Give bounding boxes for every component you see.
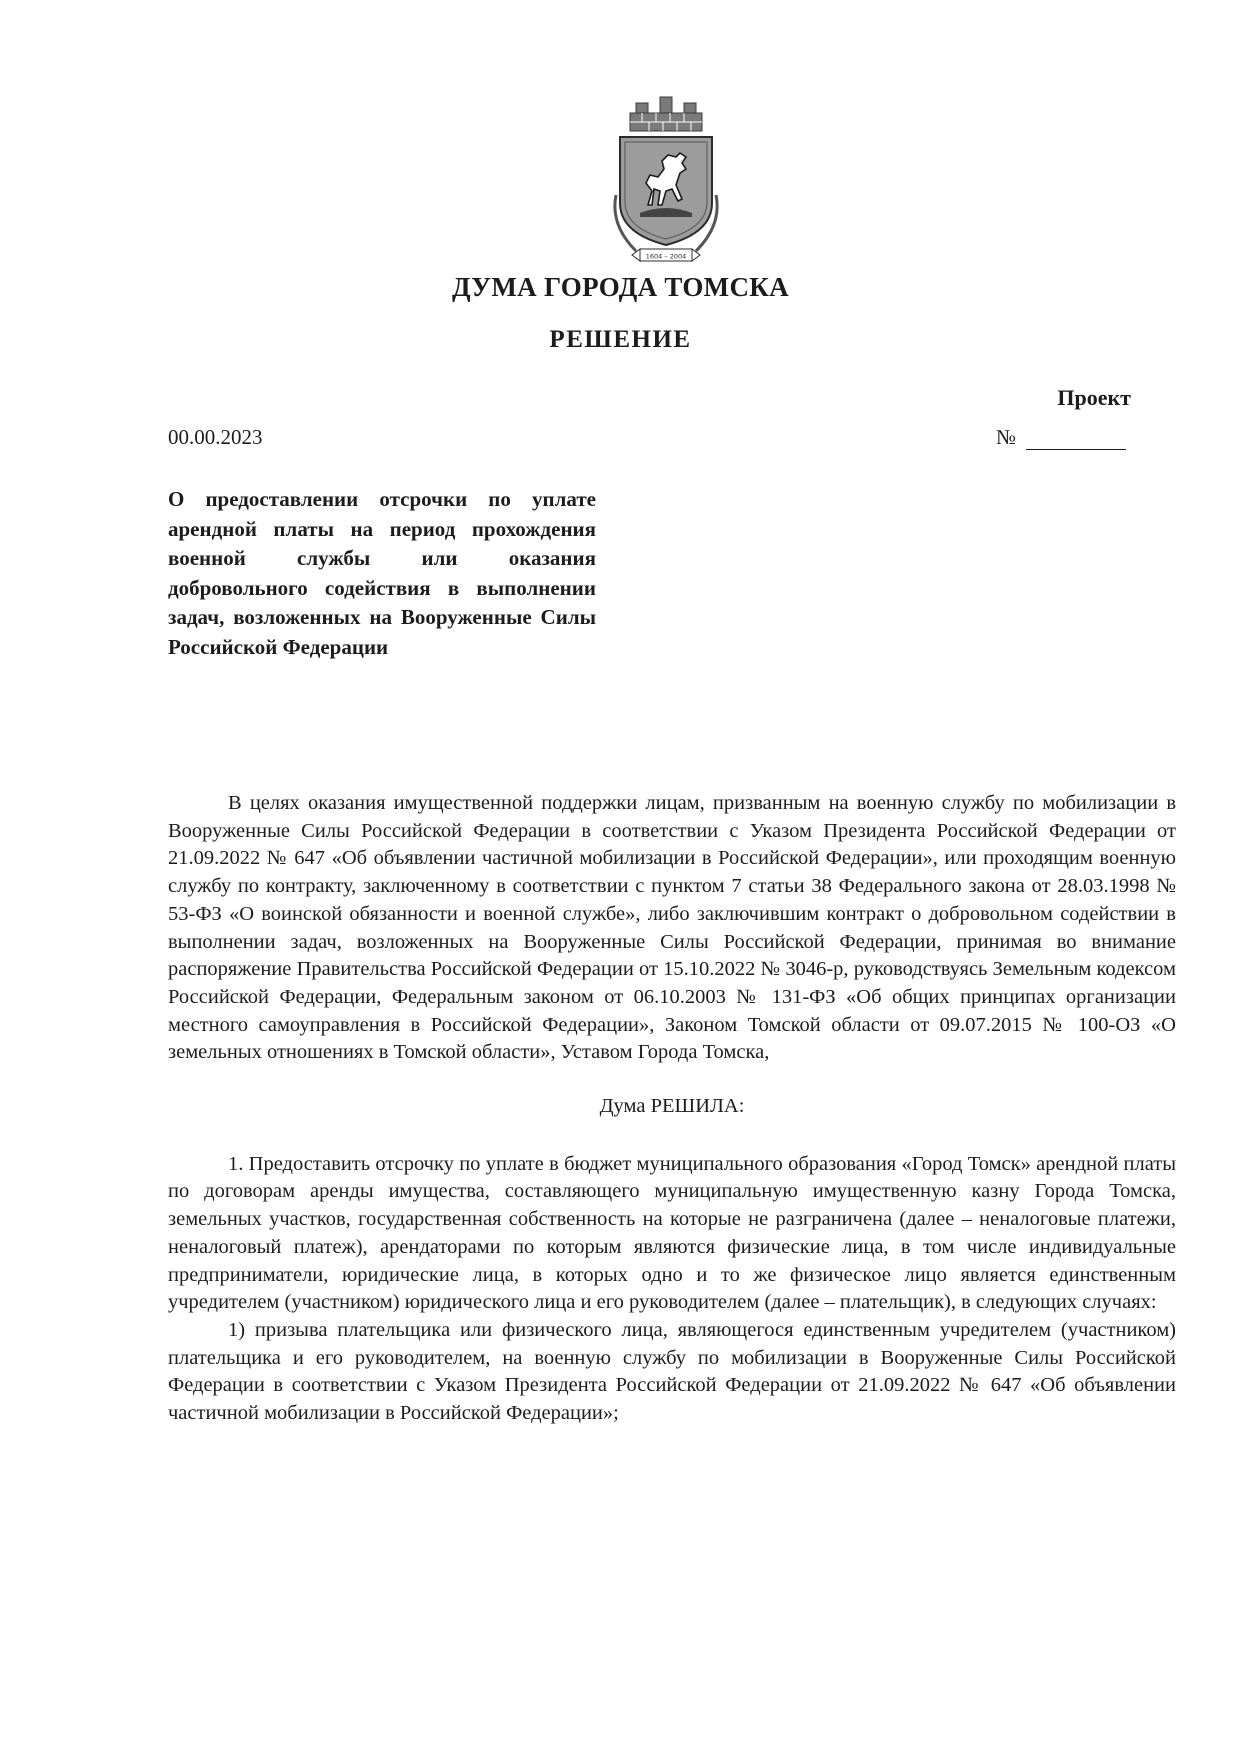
document-date: 00.00.2023 [168,425,263,449]
item-1-paragraph: 1. Предоставить отсрочку по уплате в бюджет муниципального образования «Город Томск» арендной платы по договорам аренды имущества, составляющего муниципальную имущественную казну Города Томска, земельных участков, государственная собственность на которые не разграничена (далее – неналоговые платежи, неналоговый платеж), арендаторами по которым являются физические лица, в том числе индивидуальные предприниматели, юридические лица, в которых одно и то же физическое лицо является единственным учредителем (участником) юридического лица и его руководителем (далее – плательщик), в следующих случаях: [168,1152,1176,1314]
document-body [168,790,1176,1428]
emblem-ribbon-text: 1604 – 2004 [645,252,687,261]
item-1-1-paragraph: 1) призыва плательщика или физического лица, являющегося единственным учредителем (участником) плательщика и его руководителем, на военную службу по мобилизации в Вооруженные Силы Российской Федерации в соответствии с Указом Президента Российской Федерации от 21.09.2022 № 647 «Об объявлении частичной мобилизации в Российской Федерации»; [168,1318,1176,1425]
number-sign: № [995,425,1016,449]
organization-title: ДУМА ГОРОДА ТОМСКА [452,272,789,302]
decided-heading: Дума РЕШИЛА: [599,1095,745,1118]
coat-of-arms-emblem [606,95,726,265]
document-number [996,425,1126,450]
document-subject: О предоставлении отсрочки по уплате арендной платы на период прохождения военной службы или оказания добровольного содействия в выполнении задач, возложенных на Вооруженные Силы Российской Федерации [168,487,596,659]
document-type: РЕШЕНИЕ [549,326,692,353]
draft-label: Проект [1057,385,1131,410]
number-blank-line [1026,429,1126,450]
preamble-paragraph: В целях оказания имущественной поддержки лицам, призванным на военную службу по мобилизации в Вооруженные Силы Российской Федерации в соответствии с Указом Президента Российской Федерации от 21.09.2022 № 647 «Об объявлении частичной мобилизации в Российской Федерации», или проходящим военную службу по контракту, заключенному в соответствии с пунктом 7 статьи 38 Федерального закона от 28.03.1998 № 53-ФЗ «О воинской обязанности и военной службе», либо заключившим контракт о добровольном содействии в выполнении задач, возложенных на Вооруженные Силы Российской Федерации, принимая во внимание распоряжение Правительства Российской Федерации от 15.10.2022 № 3046-р, руководствуясь Земельным кодексом Российской Федерации, Федеральным законом от 06.10.2003 № 131-ФЗ «Об общих принципах организации местного самоуправления в Российской Федерации», Законом Томской области от 09.07.2015 № 100-ОЗ «О земельных отношениях в Томской области», Уставом Города Томска, [168,792,1176,1064]
